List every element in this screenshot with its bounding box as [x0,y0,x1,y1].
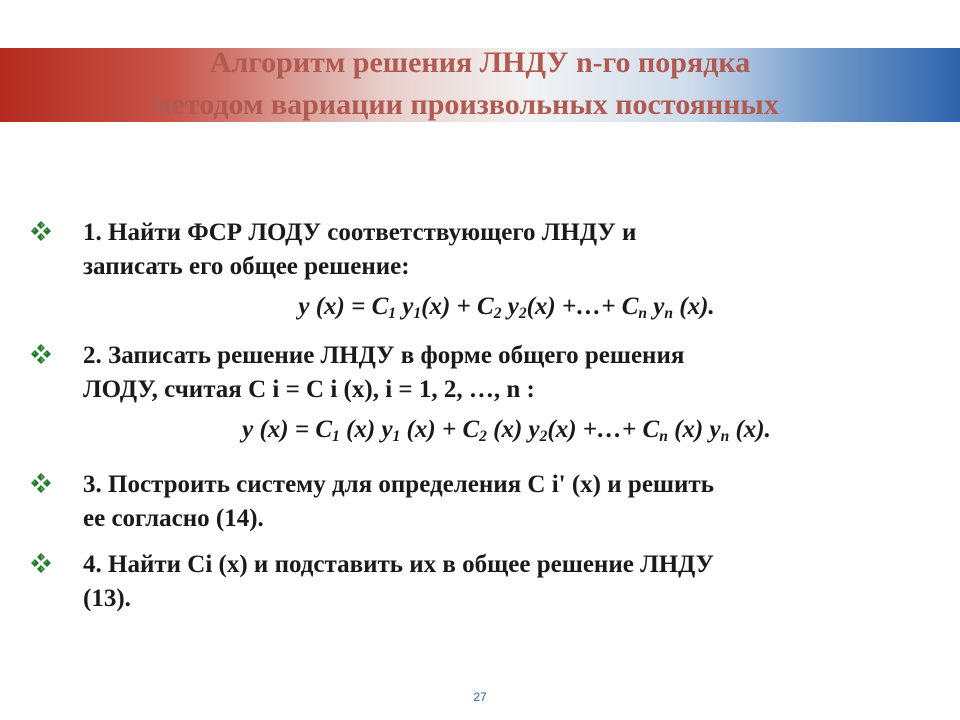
step-4 [30,548,930,616]
step-3-line-1: 3. Построить систему для определения C i' (x) и решить [83,471,714,498]
step-1-line-2: записать его общее решение: [83,253,410,280]
four-diamond-bullet-icon [30,552,52,574]
step-3 [30,468,930,536]
slide-content [30,216,930,616]
step-1 [30,216,930,284]
step-4-line-2: (13). [83,585,131,612]
page-number: 27 [473,690,487,704]
four-diamond-bullet-icon [30,472,52,494]
slide-title [0,42,960,126]
header-top-strip [0,0,960,48]
slide-title-line-1: Алгоритм решения ЛНДУ n-го порядка [209,46,751,79]
step-4-line-1: 4. Найти Ci (x) и подставить их в общее решение ЛНДУ [83,551,714,578]
step-2-line-2: ЛОДУ, считая C i = C i (x), i = 1, 2, …, n : [83,376,535,403]
step-2 [30,339,930,407]
slide-title-line-2: методом вариации произвольных постоянных [151,88,779,121]
formula-variation-of-constants: y $(x) = C_1$ (x) $y_1$ $(x) + C_2$ (x) $y_2(x)$ +…+ $C_n$ (x) $y_n$ (x). [242,416,771,445]
formula-homogeneous-solution: y $(x) = C_1$ $y_1(x) + C_2$ $y_2(x)$ +…+ $C_n$ $y_n$ (x). [298,293,715,322]
step-1-line-1: 1. Найти ФСР ЛОДУ соответствующего ЛНДУ и [83,219,637,246]
four-diamond-bullet-icon [30,343,52,365]
step-2-line-1: 2. Записать решение ЛНДУ в форме общего решения [83,342,685,369]
step-3-line-2: ее согласно (14). [83,505,264,532]
four-diamond-bullet-icon [30,220,52,242]
